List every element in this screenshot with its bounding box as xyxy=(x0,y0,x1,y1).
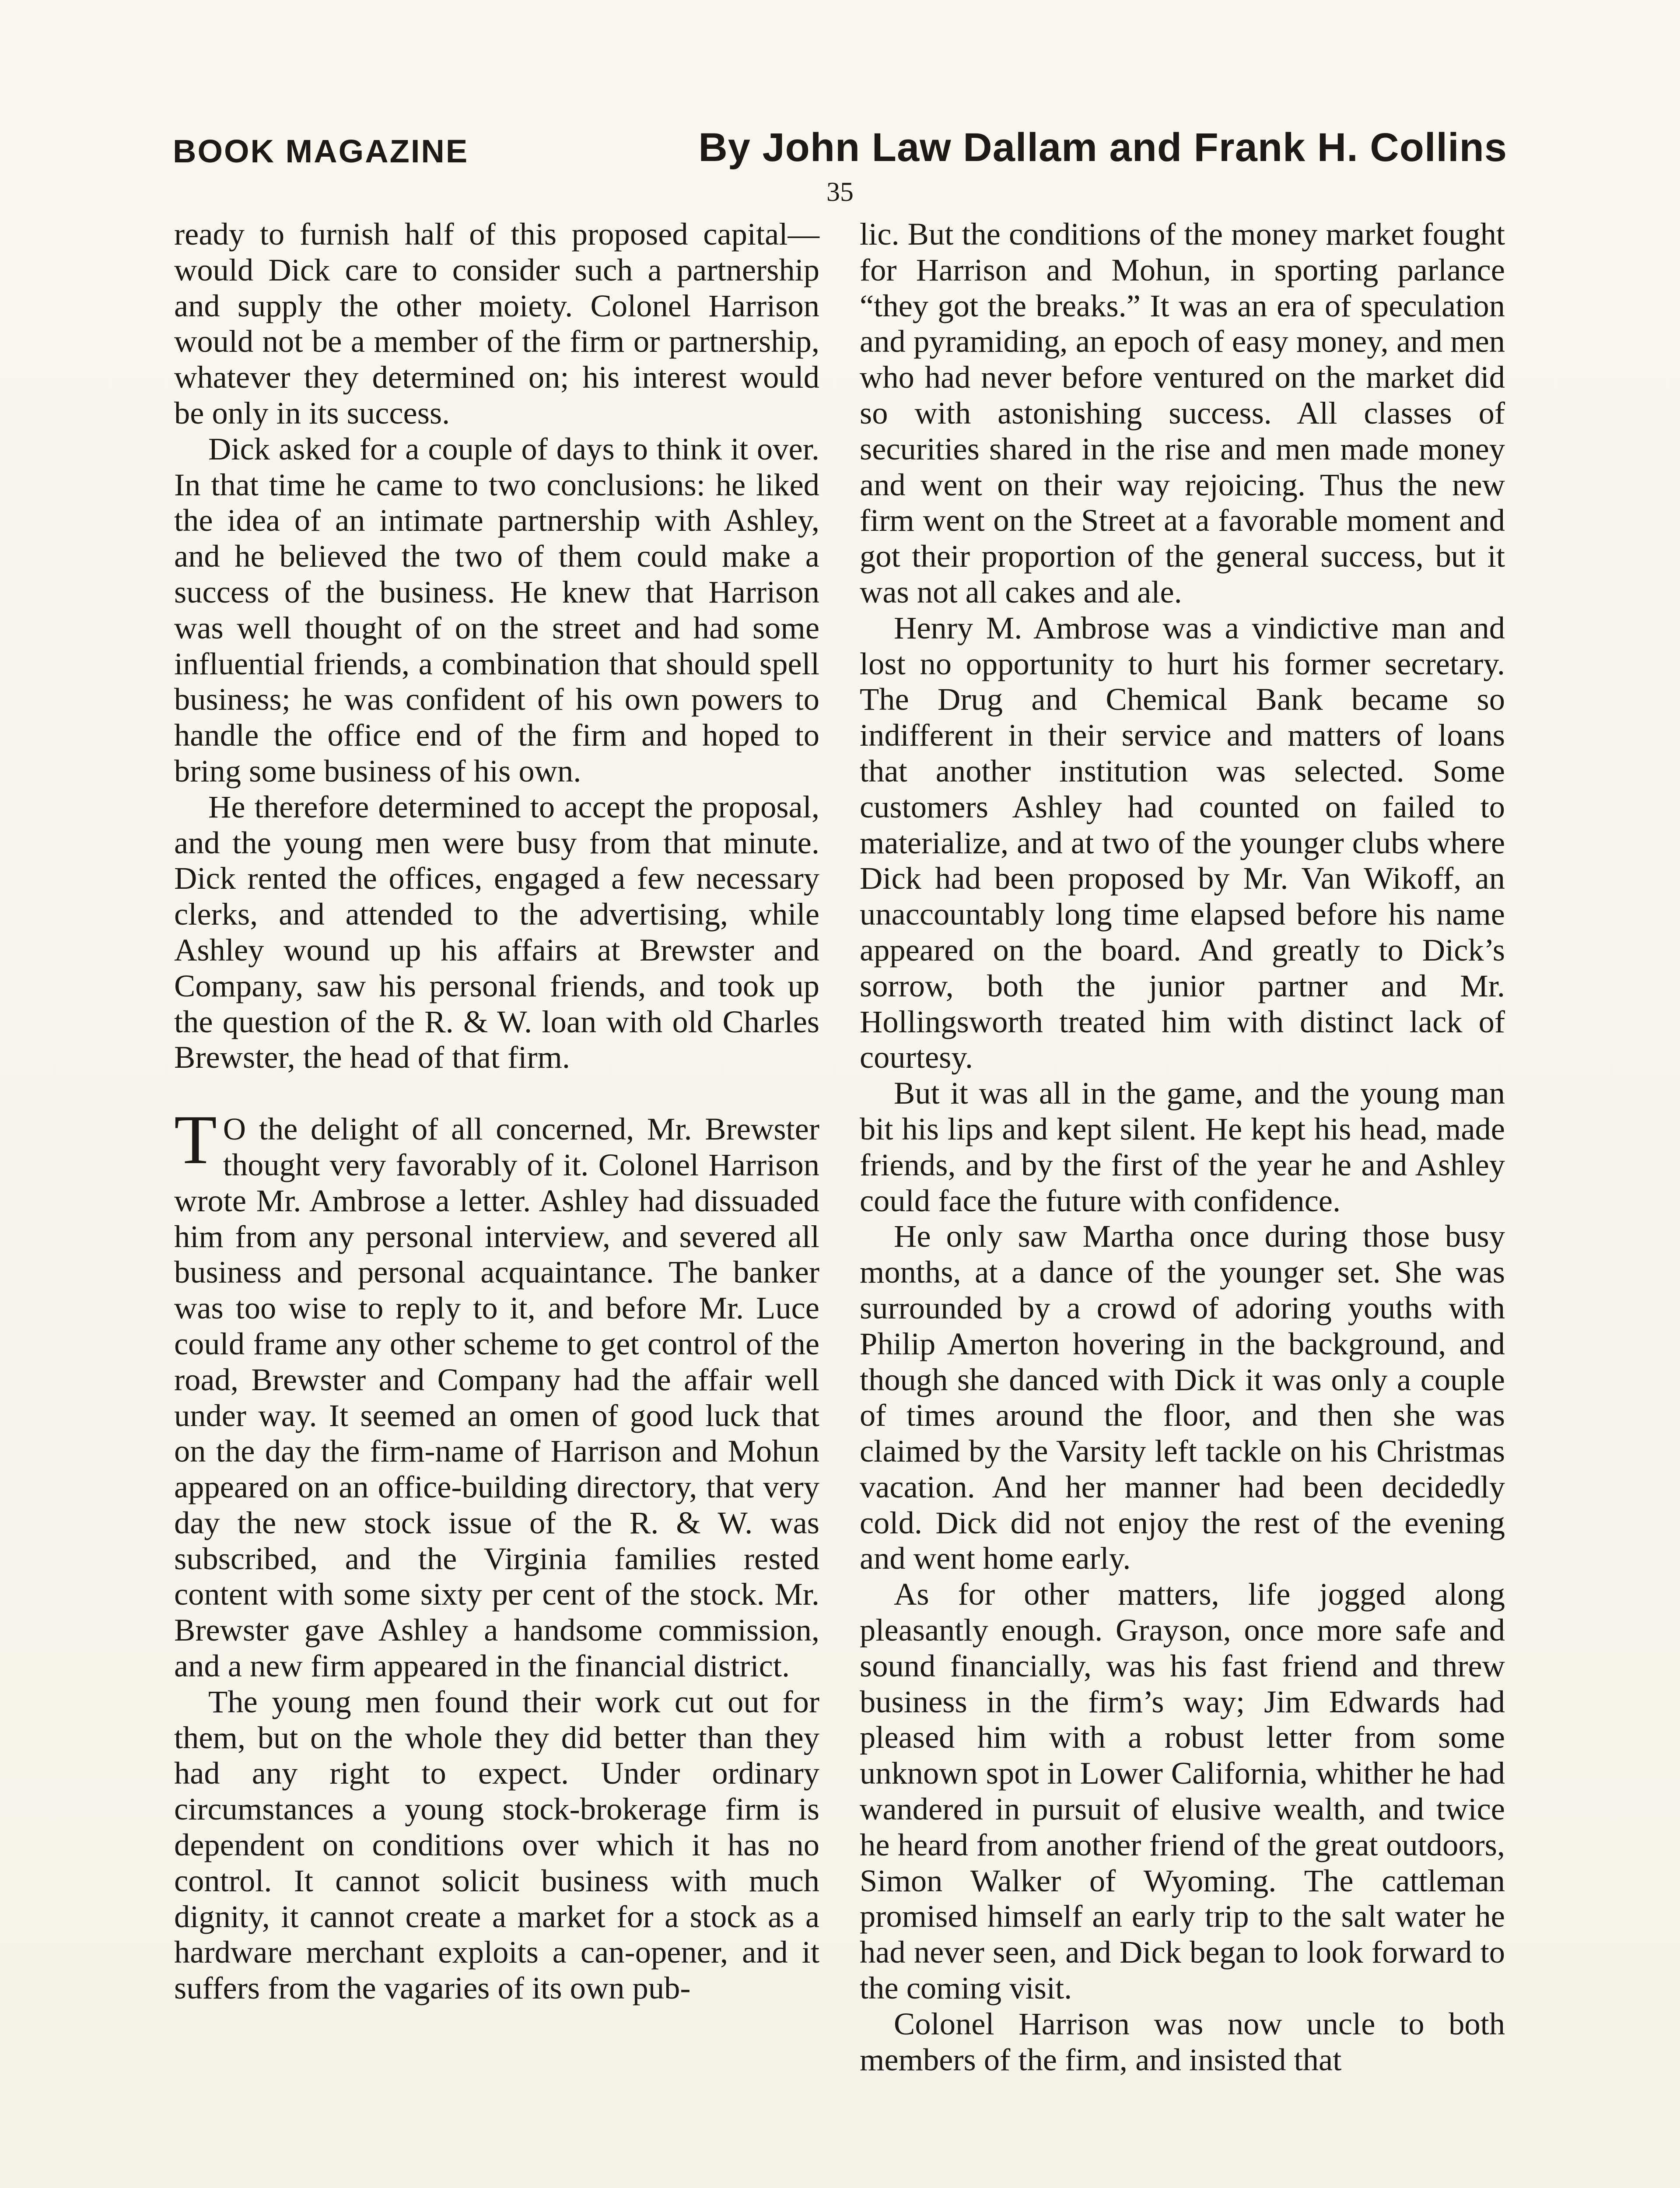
paragraph: He only saw Martha once during those busy months, at a dance of the younger set. She was surrounded by a crowd of adoring youths with Philip Amerton hovering in the background, and though she danced with Dick it was only a couple of times around the floor, and then she was claimed by the Varsity left tackle on his Christmas vacation. And her manner had been decidedly cold. Dick did not enjoy the rest of the evening and went home early. xyxy=(860,1218,1505,1576)
right-column xyxy=(860,216,1505,2077)
page-number: 35 xyxy=(826,177,854,207)
paragraph: The young men found their work cut out for them, but on the whole they did better than they had any right to expect. Under ordinary circumstances a young stock-brokerage firm is dependent on conditions over which it has no control. It cannot solicit business with much dignity, it cannot create a market for a stock as a hardware merchant exploits a can-opener, and it suffers from the vagaries of its own pub- xyxy=(174,1683,819,2006)
paragraph: He therefore determined to accept the proposal, and the young men were busy from that minute. Dick rented the offices, engaged a few necessary clerks, and attended to the advertising, while Ashley wound up his affairs at Brewster and Company, saw his personal friends, and took up the question of the R. & W. loan with old Charles Brewster, the head of that firm. xyxy=(174,789,819,1075)
paragraph: But it was all in the game, and the young man bit his lips and kept silent. He kept his head, made friends, and by the first of the year he and Ashley could face the future with confidence. xyxy=(860,1075,1505,1218)
magazine-title: BOOK MAGAZINE xyxy=(173,133,469,169)
paragraph: As for other matters, life jogged along pleasantly enough. Grayson, once more safe and sound financially, was his fast friend and threw business in the firm’s way; Jim Edwards had pleased him with a robust letter from some unknown spot in Lower California, whither he had wandered in pursuit of elusive wealth, and twice he heard from another friend of the great outdoors, Simon Walker of Wyoming. The cattleman promised himself an early trip to the salt water he had never seen, and Dick began to look forward to the coming visit. xyxy=(860,1576,1505,2006)
paragraph: Dick asked for a couple of days to think it over. In that time he came to two conclusions: he liked the idea of an intimate partnership with Ashley, and he believed the two of them could make a success of the business. He knew that Harrison was well thought of on the street and had some influential friends, a combination that should spell business; he was confident of his own powers to handle the office end of the firm and hoped to bring some business of his own. xyxy=(174,431,819,789)
drop-cap: T xyxy=(174,1101,217,1179)
paragraph-with-dropcap xyxy=(174,1101,819,1684)
paragraph: ready to furnish half of this proposed capital—would Dick care to consider such a partnership and supply the other moiety. Colonel Harrison would not be a member of the firm or partnership, whatever they determined on; his interest would be only in its success. xyxy=(174,216,819,431)
byline: By John Law Dallam and Frank H. Collins xyxy=(698,125,1507,170)
section-break xyxy=(174,1075,819,1111)
paragraph: Henry M. Ambrose was a vindictive man and lost no opportunity to hurt his former secretary. The Drug and Chemical Bank became so indifferent in their service and matters of loans that another institution was selected. Some customers Ashley had counted on failed to materialize, and at two of the younger clubs where Dick had been proposed by Mr. Van Wikoff, an unaccountably long time elapsed before his name appeared on the board. And greatly to Dick’s sorrow, both the junior partner and Mr. Hollingsworth treated him with distinct lack of courtesy. xyxy=(860,610,1505,1075)
paragraph: lic. But the conditions of the money market fought for Harrison and Mohun, in sporting parlance “they got the breaks.” It was an era of speculation and pyramiding, an epoch of easy money, and men who had never before ventured on the market did so with astonishing success. All classes of securities shared in the rise and men made money and went on their way rejoicing. Thus the new firm went on the Street at a favorable moment and got their proportion of the general success, but it was not all cakes and ale. xyxy=(860,216,1505,610)
paragraph: Colonel Harrison was now uncle to both members of the firm, and insisted that xyxy=(860,2006,1505,2077)
paragraph-text: O the delight of all concerned, Mr. Brewster thought very favorably of it. Colonel Harrison wrote Mr. Ambrose a letter. Ashley had dissuaded him from any personal interview, and severed all business and personal acquaintance. The banker was too wise to reply to it, and before Mr. Luce could frame any other scheme to get control of the road, Brewster and Company had the affair well under way. It seemed an omen of good luck that on the day the firm-name of Harrison and Mohun appeared on an office-building directory, that very day the new stock issue of the R. & W. was subscribed, and the Virginia families rested content with some sixty per cent of the stock. Mr. Brewster gave Ashley a handsome commission, and a new firm appeared in the financial district. xyxy=(174,1111,819,1684)
left-column xyxy=(174,216,819,2006)
